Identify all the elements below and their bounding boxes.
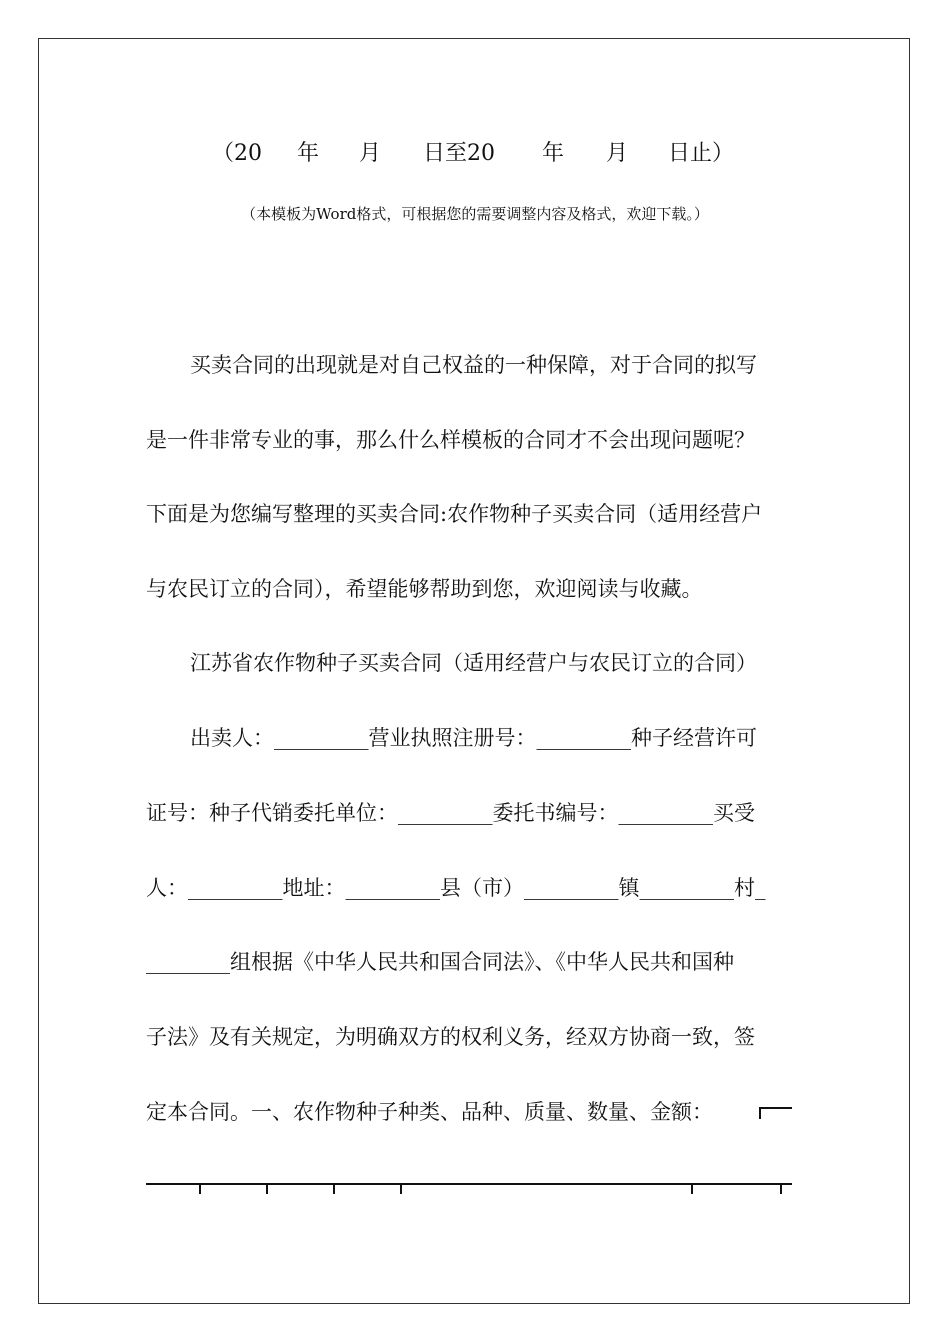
date-year-1: 年	[297, 141, 320, 166]
contract-heading: 江苏省农作物种子买卖合同（适用经营户与农民订立的合同）	[190, 651, 757, 675]
seller-line: 出卖人：_________营业执照注册号：_________种子经营许可	[190, 726, 757, 750]
date-day-to: 日至20	[423, 141, 495, 166]
body-line-4: 与农民订立的合同），希望能够帮助到您，欢迎阅读与收藏。	[146, 577, 703, 601]
section-one-line: 定本合同。一、农作物种子种类、品种、质量、数量、金额：	[146, 1100, 713, 1124]
agreement-line: 子法》及有关规定，为明确双方的权利义务，经双方协商一致，签	[146, 1025, 755, 1049]
buyer-address-line: 人：_________地址：_________县（市）_________镇_________村_	[146, 876, 766, 900]
contract-period-line	[0, 136, 950, 168]
date-year-2: 年	[542, 141, 565, 166]
license-line: 证号：种子代销委托单位：_________委托书编号：_________买受	[146, 801, 755, 825]
body-line-2: 是一件非常专业的事，那么什么样模板的合同才不会出现问题呢？	[146, 428, 755, 452]
date-day-end: 日止）	[668, 141, 735, 166]
template-note: （本模板为Word格式，可根据您的需要调整内容及格式，欢迎下载。）	[241, 205, 709, 223]
date-open: （20	[212, 141, 262, 166]
date-month-1: 月	[359, 141, 382, 166]
legal-basis-line: ________组根据《中华人民共和国合同法》、《中华人民共和国种	[146, 950, 734, 974]
body-line-1: 买卖合同的出现就是对自己权益的一种保障，对于合同的拟写	[190, 353, 757, 377]
body-line-3: 下面是为您编写整理的买卖合同:农作物种子买卖合同（适用经营户	[146, 502, 763, 526]
date-month-2: 月	[606, 141, 629, 166]
